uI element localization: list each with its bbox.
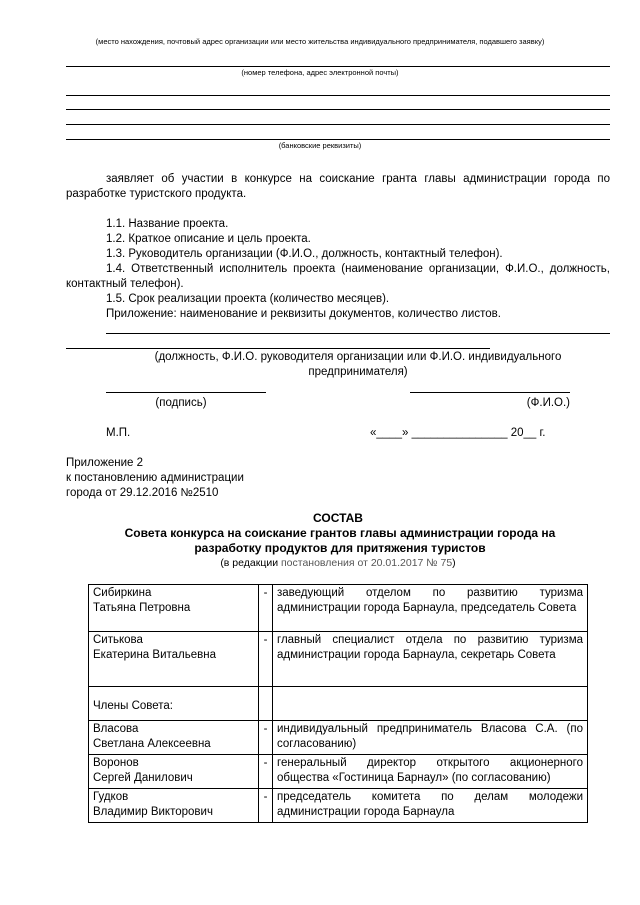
member-name-text: Ситькова Екатерина Витальевна bbox=[93, 634, 216, 661]
item-1-1: 1.1. Название проекта. bbox=[106, 218, 229, 230]
member-role bbox=[273, 687, 588, 721]
council-members-table bbox=[88, 584, 588, 823]
fio-label: (Ф.И.О.) bbox=[526, 397, 570, 409]
member-name-text: Власова Светлана Алексеевна bbox=[93, 723, 211, 750]
member-role: главный специалист отдела по развитию туризма администрации города Барнаула, секретарь Совета bbox=[273, 632, 588, 687]
bank-field-line-1 bbox=[66, 95, 610, 96]
member-role: генеральный директор открытого акционерного общества «Гостиница Барнаул» (по согласованию) bbox=[273, 755, 588, 789]
address-caption: (место нахождения, почтовый адрес организации или место жительства индивидуального предпринимателя, подавшего заявку) bbox=[95, 37, 545, 46]
signature-line bbox=[106, 392, 266, 393]
item-1-4: 1.4. Ответственный исполнитель проекта (наименование организации, Ф.И.О., должность, контактный телефон). bbox=[66, 263, 610, 290]
member-role: индивидуальный предприниматель Власова С.А. (по согласованию) bbox=[273, 721, 588, 755]
table-row bbox=[89, 632, 588, 687]
member-name bbox=[89, 789, 259, 823]
member-name bbox=[89, 632, 259, 687]
signature-line-top bbox=[106, 333, 610, 334]
member-dash bbox=[259, 687, 273, 721]
fio-line bbox=[410, 392, 570, 393]
stamp-label: М.П. bbox=[106, 427, 131, 439]
table-row bbox=[89, 755, 588, 789]
appendix-item: Приложение: наименование и реквизиты документов, количество листов. bbox=[106, 308, 501, 320]
member-role: заведующий отделом по развитию туризма администрации города Барнаула, председатель Совета bbox=[273, 585, 588, 632]
edition-prefix: (в редакции bbox=[220, 557, 281, 569]
position-line bbox=[66, 348, 490, 349]
item-1-5: 1.5. Срок реализации проекта (количество месяцев). bbox=[106, 293, 390, 305]
intro-paragraph: заявляет об участии в конкурсе на соискание гранта главы администрации города по разработке туристского продукта. bbox=[66, 173, 610, 200]
signature-label: (подпись) bbox=[155, 397, 207, 409]
edition-suffix: ) bbox=[452, 557, 456, 569]
bank-field-line-3 bbox=[66, 124, 610, 125]
position-caption: (должность, Ф.И.О. руководителя организации или Ф.И.О. индивидуального предпринимателя) bbox=[154, 351, 562, 378]
appendix-ref-line-3: города от 29.12.2016 №2510 bbox=[66, 487, 219, 499]
appendix-ref-line-2: к постановлению администрации bbox=[66, 472, 244, 484]
member-dash: - bbox=[259, 632, 273, 687]
phone-caption: (номер телефона, адрес электронной почты) bbox=[241, 68, 399, 77]
table-row bbox=[89, 721, 588, 755]
bank-field-line-4 bbox=[66, 139, 610, 140]
member-dash: - bbox=[259, 755, 273, 789]
table-row bbox=[89, 789, 588, 823]
item-1-2: 1.2. Краткое описание и цель проекта. bbox=[106, 233, 311, 245]
member-dash: - bbox=[259, 721, 273, 755]
member-name-text: Члены Совета: bbox=[93, 700, 174, 712]
phone-field-line bbox=[66, 66, 610, 67]
member-name-text: Воронов Сергей Данилович bbox=[93, 757, 193, 784]
member-name-text: Гудков Владимир Викторович bbox=[93, 791, 213, 818]
date-line: «____» _______________ 20__ г. bbox=[370, 427, 546, 439]
member-name bbox=[89, 721, 259, 755]
appendix-ref-line-1: Приложение 2 bbox=[66, 457, 144, 469]
edition-link[interactable]: постановления от 20.01.2017 № 75 bbox=[280, 557, 453, 569]
member-role: председатель комитета по делам молодежи администрации города Барнаула bbox=[273, 789, 588, 823]
member-name bbox=[89, 755, 259, 789]
item-1-3: 1.3. Руководитель организации (Ф.И.О., должность, контактный телефон). bbox=[106, 248, 503, 260]
bank-field-line-2 bbox=[66, 109, 610, 110]
member-name bbox=[89, 585, 259, 632]
edition-note bbox=[66, 557, 610, 570]
members-heading bbox=[89, 687, 259, 721]
member-dash: - bbox=[259, 789, 273, 823]
bank-caption: (банковские реквизиты) bbox=[278, 141, 362, 150]
composition-subtitle: Совета конкурса на соискание грантов главы администрации города на разработку продуктов для притяжения туристов bbox=[124, 526, 556, 555]
table-row bbox=[89, 687, 588, 721]
member-dash: - bbox=[259, 585, 273, 632]
table-row bbox=[89, 585, 588, 632]
member-name-text: Сибиркина Татьяна Петровна bbox=[93, 587, 191, 614]
composition-title: СОСТАВ bbox=[313, 511, 363, 525]
